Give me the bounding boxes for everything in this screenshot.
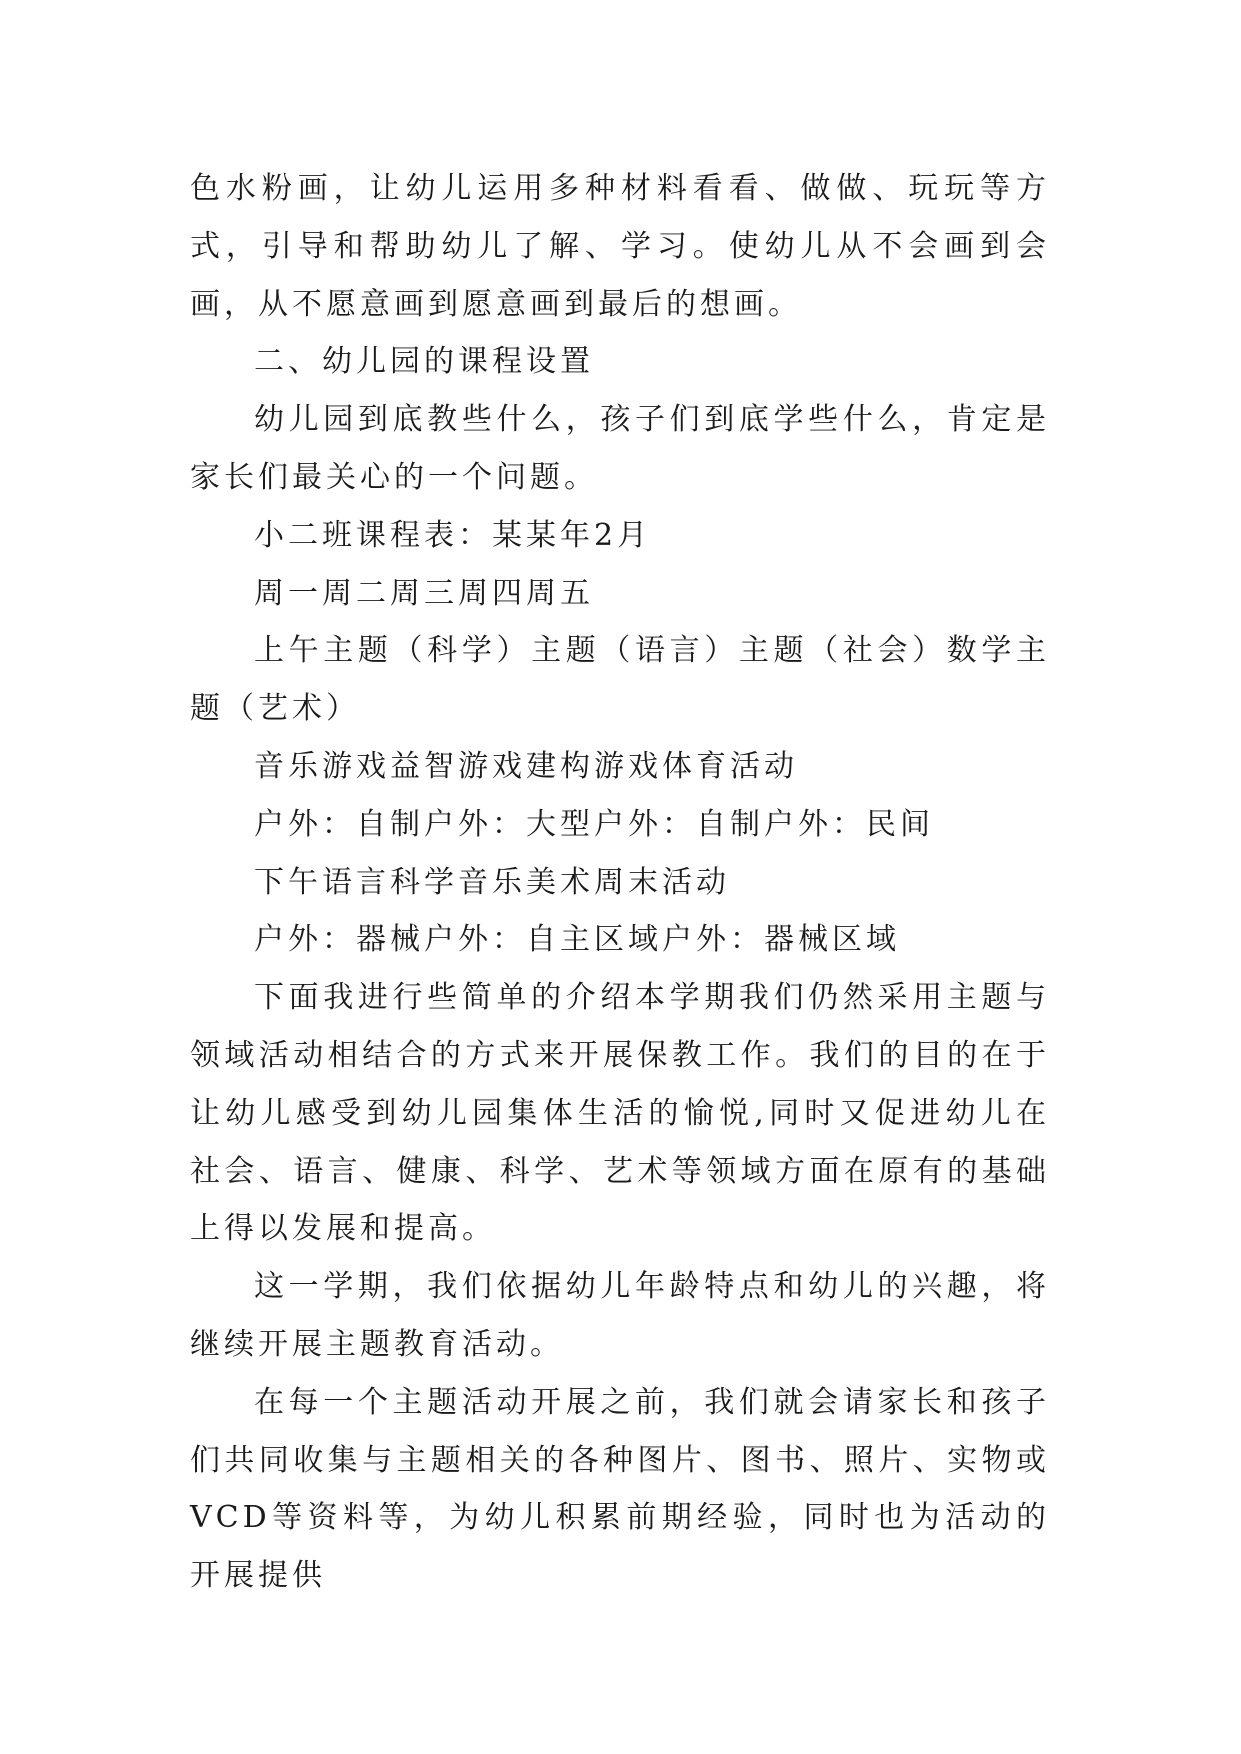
schedule-weekdays: 周一周二周三周四周五 (254, 575, 594, 611)
document-body (190, 160, 1050, 1605)
paragraph-introduction: 下面我进行些简单的介绍本学期我们仍然采用主题与领域活动相结合的方式来开展保教工作。我们的目的在于让幼儿感受到幼儿园集体生活的愉悦,同时又促进幼儿在社会、语言、健康、科学、艺术等领域方面在原有的基础上得以发展和提高。 (190, 980, 1050, 1247)
schedule-title: 小二班课程表：某某年2月 (254, 517, 652, 553)
section-heading-curriculum: 二、幼儿园的课程设置 (254, 344, 594, 380)
schedule-games: 音乐游戏益智游戏建构游戏体育活动 (254, 748, 798, 784)
paragraph-3: 幼儿园到底教些什么，孩子们到底学些什么，肯定是家长们最关心的一个问题。 (190, 402, 1050, 495)
paragraph-theme-activities: 在每一个主题活动开展之前，我们就会请家长和孩子们共同收集与主题相关的各种图片、图书、照片、实物或VCD等资料等，为幼儿积累前期经验，同时也为活动的开展提供 (190, 1384, 1050, 1594)
schedule-outdoor-1: 户外：自制户外：大型户外：自制户外：民间 (254, 806, 934, 842)
paragraph-semester: 这一学期，我们依据幼儿年龄特点和幼儿的兴趣，将继续开展主题教育活动。 (190, 1269, 1050, 1362)
schedule-outdoor-2: 户外：器械户外：自主区域户外：器械区域 (254, 922, 900, 958)
paragraph-1: 色水粉画，让幼儿运用多种材料看看、做做、玩玩等方式，引导和帮助幼儿了解、学习。使幼儿从不会画到会画，从不愿意画到愿意画到最后的想画。 (190, 171, 1050, 322)
schedule-afternoon: 下午语言科学音乐美术周末活动 (254, 864, 730, 900)
schedule-morning: 上午主题（科学）主题（语言）主题（社会）数学主题（艺术） (190, 633, 1050, 727)
